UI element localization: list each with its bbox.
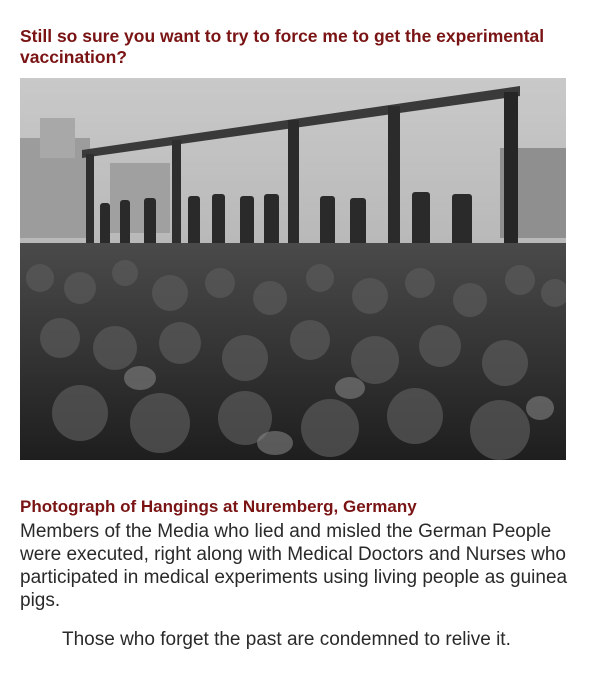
historical-photo <box>20 78 566 460</box>
quote-text: Those who forget the past are condemned to relive it. <box>62 629 511 650</box>
headline: Still so sure you want to try to force me to get the experimental vaccination? <box>20 26 545 67</box>
crowd-gallows-photo-icon <box>20 78 566 460</box>
body-text: Members of the Media who lied and misled the German People were executed, right along with Medical Doctors and Nurses who participated in medical experiments using living people as guinea pigs. <box>20 521 568 611</box>
photo-caption: Photograph of Hangings at Nuremberg, Germany <box>20 497 417 516</box>
